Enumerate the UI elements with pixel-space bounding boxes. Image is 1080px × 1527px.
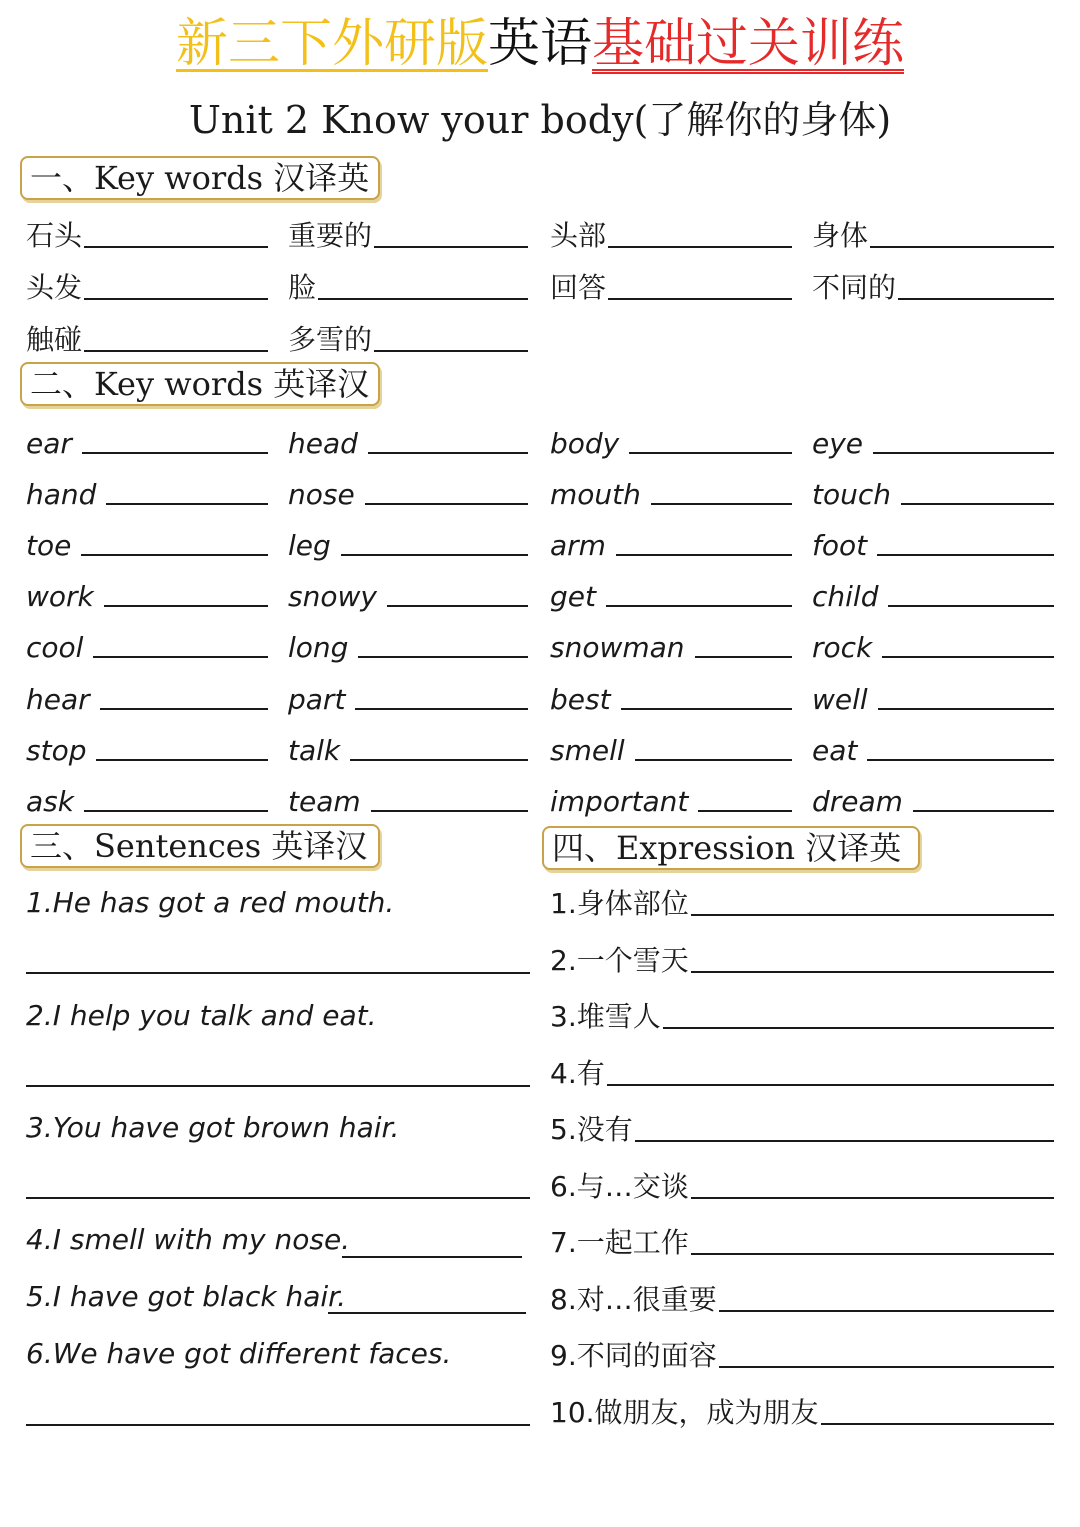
cn-word-item xyxy=(288,314,528,358)
answer-blank[interactable] xyxy=(616,526,792,556)
expression-text: 10.做朋友，成为朋友 xyxy=(550,1396,819,1429)
en-word: get xyxy=(550,580,596,613)
en-word-item xyxy=(550,620,792,664)
cn-word: 身体 xyxy=(812,219,869,252)
cn-word-item xyxy=(26,262,268,306)
answer-blank[interactable] xyxy=(350,731,528,761)
en-word-item xyxy=(288,467,528,511)
en-word: head xyxy=(288,427,358,460)
cn-word: 头部 xyxy=(550,219,607,252)
answer-line[interactable] xyxy=(26,1424,530,1426)
sentence-3: 3.You have got brown hair. xyxy=(26,1111,400,1144)
answer-blank[interactable] xyxy=(84,322,268,352)
en-word-item xyxy=(26,672,268,716)
answer-blank[interactable] xyxy=(374,322,528,352)
answer-blank[interactable] xyxy=(867,731,1054,761)
en-word-item xyxy=(550,569,792,613)
en-word-item xyxy=(812,569,1054,613)
answer-blank[interactable] xyxy=(106,475,268,505)
cn-word: 头发 xyxy=(26,271,83,304)
en-word: cool xyxy=(26,631,84,664)
answer-blank[interactable] xyxy=(100,680,268,710)
en-word-item xyxy=(550,416,792,460)
answer-blank[interactable] xyxy=(873,424,1054,454)
section3-heading: 三、Sentences 英译汉 xyxy=(20,824,380,868)
expression-item xyxy=(550,1274,1054,1318)
title-training: 基础过关训练 xyxy=(592,14,905,74)
expression-text: 9.不同的面容 xyxy=(550,1339,717,1372)
answer-blank[interactable] xyxy=(870,218,1054,248)
answer-line[interactable] xyxy=(26,1197,530,1199)
en-word-item xyxy=(812,416,1054,460)
answer-blank[interactable] xyxy=(691,886,1054,916)
cn-word-item xyxy=(812,262,1054,306)
en-word: best xyxy=(550,683,611,716)
en-word-item xyxy=(26,518,268,562)
en-word: foot xyxy=(812,529,868,562)
en-word: ask xyxy=(26,785,74,818)
expression-item xyxy=(550,1048,1054,1092)
en-word: eat xyxy=(812,734,858,767)
answer-blank[interactable] xyxy=(318,270,528,300)
en-word-item xyxy=(26,774,268,818)
expression-item xyxy=(550,1330,1054,1374)
answer-blank[interactable] xyxy=(877,526,1054,556)
answer-blank[interactable] xyxy=(882,628,1054,658)
answer-blank[interactable] xyxy=(651,475,792,505)
answer-blank[interactable] xyxy=(96,731,268,761)
answer-blank[interactable] xyxy=(888,577,1054,607)
answer-blank[interactable] xyxy=(691,1225,1054,1255)
sentence-2: 2.I help you talk and eat. xyxy=(26,999,377,1032)
section1-heading: 一、Key words 汉译英 xyxy=(20,156,380,200)
answer-blank[interactable] xyxy=(84,218,268,248)
en-word: arm xyxy=(550,529,606,562)
answer-blank[interactable] xyxy=(898,270,1054,300)
answer-blank[interactable] xyxy=(635,731,792,761)
en-word: important xyxy=(550,785,689,818)
cn-word-item xyxy=(288,210,528,254)
expression-item xyxy=(550,878,1054,922)
cn-word: 不同的 xyxy=(812,271,897,304)
answer-line[interactable] xyxy=(26,1085,530,1087)
expression-item xyxy=(550,1387,1054,1431)
expression-text: 5.没有 xyxy=(550,1113,633,1146)
en-word: body xyxy=(550,427,620,460)
expression-item xyxy=(550,1217,1054,1261)
expression-text: 8.对…很重要 xyxy=(550,1283,717,1316)
answer-blank[interactable] xyxy=(878,680,1054,710)
expression-text: 3.堆雪人 xyxy=(550,1000,661,1033)
worksheet-title xyxy=(0,8,1080,80)
expression-item xyxy=(550,1161,1054,1205)
answer-blank[interactable] xyxy=(341,526,528,556)
answer-blank[interactable] xyxy=(606,577,792,607)
answer-blank[interactable] xyxy=(84,782,268,812)
answer-blank[interactable] xyxy=(84,270,268,300)
answer-blank[interactable] xyxy=(358,628,528,658)
answer-blank[interactable] xyxy=(901,475,1054,505)
cn-word: 重要的 xyxy=(288,219,373,252)
cn-word: 石头 xyxy=(26,219,83,252)
en-word-item xyxy=(26,723,268,767)
en-word-item xyxy=(288,518,528,562)
expression-text: 7.一起工作 xyxy=(550,1226,689,1259)
en-word: team xyxy=(288,785,361,818)
answer-blank[interactable] xyxy=(821,1395,1054,1425)
cn-word-item xyxy=(812,210,1054,254)
en-word: touch xyxy=(812,478,891,511)
en-word-item xyxy=(812,672,1054,716)
answer-blank[interactable] xyxy=(93,628,268,658)
cn-word: 多雪的 xyxy=(288,323,373,356)
title-subject: 英语 xyxy=(487,14,592,74)
answer-blank[interactable] xyxy=(368,424,528,454)
answer-blank[interactable] xyxy=(621,680,792,710)
answer-blank[interactable] xyxy=(608,218,792,248)
expression-item xyxy=(550,1104,1054,1148)
en-word-item xyxy=(288,416,528,460)
sentence-1: 1.He has got a red mouth. xyxy=(26,886,395,919)
cn-word: 回答 xyxy=(550,271,607,304)
answer-line[interactable] xyxy=(342,1256,522,1258)
cn-word-item xyxy=(26,314,268,358)
en-word: well xyxy=(812,683,868,716)
en-word: toe xyxy=(26,529,72,562)
expression-text: 2.一个雪天 xyxy=(550,944,689,977)
en-word-item xyxy=(288,723,528,767)
en-word: hear xyxy=(26,683,90,716)
en-word-item xyxy=(26,569,268,613)
en-word: eye xyxy=(812,427,864,460)
answer-blank[interactable] xyxy=(691,1169,1054,1199)
expression-item xyxy=(550,935,1054,979)
en-word-item xyxy=(550,723,792,767)
en-word-item xyxy=(26,467,268,511)
en-word-item xyxy=(812,620,1054,664)
en-word: talk xyxy=(288,734,341,767)
en-word: work xyxy=(26,580,94,613)
answer-blank[interactable] xyxy=(629,424,792,454)
en-word-item xyxy=(288,569,528,613)
answer-blank[interactable] xyxy=(607,1056,1054,1086)
en-word: snowy xyxy=(288,580,377,613)
en-word: nose xyxy=(288,478,355,511)
answer-blank[interactable] xyxy=(82,424,268,454)
en-word-item xyxy=(550,467,792,511)
cn-word: 触碰 xyxy=(26,323,83,356)
en-word: dream xyxy=(812,785,903,818)
answer-blank[interactable] xyxy=(719,1282,1054,1312)
answer-line[interactable] xyxy=(328,1312,526,1314)
en-word-item xyxy=(812,723,1054,767)
en-word: part xyxy=(288,683,346,716)
en-word: snowman xyxy=(550,631,685,664)
en-word-item xyxy=(812,774,1054,818)
answer-blank[interactable] xyxy=(387,577,528,607)
section4-heading: 四、Expression 汉译英 xyxy=(542,826,920,870)
cn-word-item xyxy=(288,262,528,306)
en-word-item xyxy=(550,672,792,716)
en-word-item xyxy=(26,416,268,460)
sentence-6: 6.We have got different faces. xyxy=(26,1337,452,1370)
answer-blank[interactable] xyxy=(365,475,528,505)
en-word: hand xyxy=(26,478,97,511)
en-word: stop xyxy=(26,734,87,767)
en-word: leg xyxy=(288,529,331,562)
en-word-item xyxy=(288,672,528,716)
en-word: long xyxy=(288,631,349,664)
sentence-5: 5.I have got black hair. xyxy=(26,1280,347,1313)
expression-text: 4.有 xyxy=(550,1057,605,1090)
unit-subtitle: Unit 2 Know your body(了解你的身体) xyxy=(188,98,892,142)
en-word-item xyxy=(288,620,528,664)
answer-blank[interactable] xyxy=(608,270,792,300)
answer-blank[interactable] xyxy=(371,782,528,812)
en-word-item xyxy=(288,774,528,818)
section2-heading: 二、Key words 英译汉 xyxy=(20,362,380,406)
answer-blank[interactable] xyxy=(663,999,1054,1029)
cn-word: 脸 xyxy=(288,271,317,304)
en-word: ear xyxy=(26,427,72,460)
answer-blank[interactable] xyxy=(104,577,268,607)
answer-blank[interactable] xyxy=(374,218,528,248)
en-word-item xyxy=(550,518,792,562)
en-word-item xyxy=(26,620,268,664)
cn-word-item xyxy=(550,262,792,306)
answer-blank[interactable] xyxy=(695,628,792,658)
en-word: mouth xyxy=(550,478,641,511)
en-word: smell xyxy=(550,734,625,767)
title-grade-edition: 新三下外研版 xyxy=(175,14,488,74)
answer-blank[interactable] xyxy=(81,526,268,556)
answer-line[interactable] xyxy=(26,972,530,974)
en-word-item xyxy=(550,774,792,818)
en-word-item xyxy=(812,518,1054,562)
answer-blank[interactable] xyxy=(691,943,1054,973)
answer-blank[interactable] xyxy=(719,1338,1054,1368)
en-word-item xyxy=(812,467,1054,511)
sentence-4: 4.I smell with my nose. xyxy=(26,1223,351,1256)
answer-blank[interactable] xyxy=(355,680,528,710)
answer-blank[interactable] xyxy=(913,782,1054,812)
answer-blank[interactable] xyxy=(698,782,792,812)
cn-word-item xyxy=(26,210,268,254)
en-word: child xyxy=(812,580,879,613)
answer-blank[interactable] xyxy=(635,1112,1054,1142)
cn-word-item xyxy=(550,210,792,254)
expression-text: 1.身体部位 xyxy=(550,887,689,920)
expression-text: 6.与…交谈 xyxy=(550,1170,689,1203)
en-word: rock xyxy=(812,631,873,664)
expression-item xyxy=(550,991,1054,1035)
